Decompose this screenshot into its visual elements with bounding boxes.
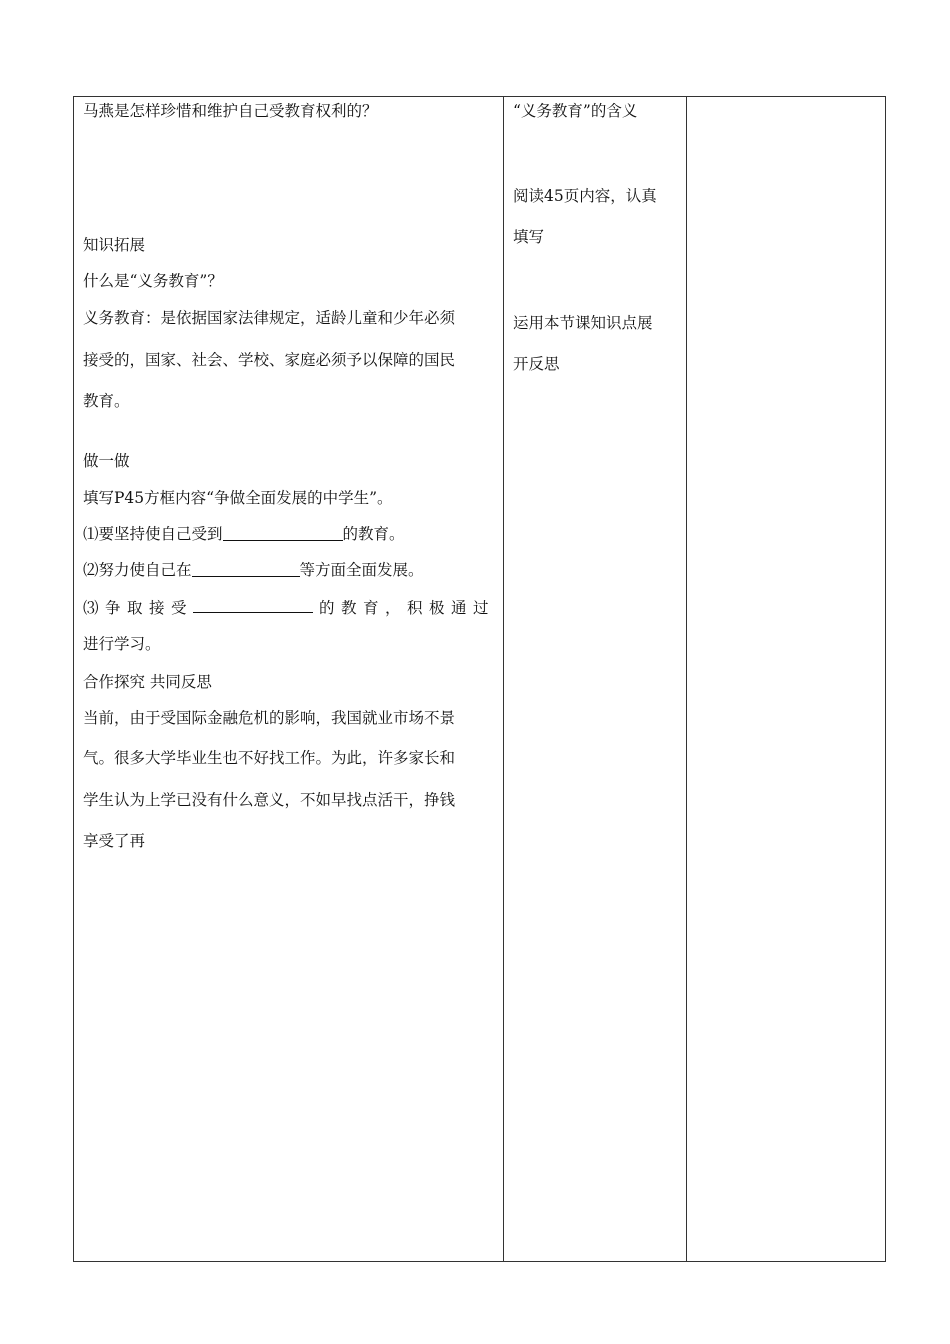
fill-item-3-after: 的教育，积极通过 [318,599,495,617]
fill-item-1 [83,524,495,544]
reflection-question: 马燕是怎样珍惜和维护自己受教育权利的？ [83,102,378,120]
fill-blank-3[interactable] [193,597,313,613]
cooperation-heading: 合作探究 共同反思 [83,673,212,691]
extension-heading: 知识拓展 [83,236,146,254]
activity-intro: 填写P45方框内容“争做全面发展的中学生”。 [83,489,393,507]
fill-item-3 [83,597,495,618]
case-line-3: 学生认为上学已没有什么意义，不如早找点活干，挣钱 [83,791,456,809]
fill-blank-2[interactable] [192,561,300,577]
fill-item-3-before: ⑶争取接受 [83,599,194,617]
extension-question: 什么是“义务教育”？ [83,272,223,290]
note-reflect-line-1: 运用本节课知识点展 [513,314,653,332]
case-line-4: 享受了再 [83,832,146,850]
activity-heading: 做一做 [83,452,130,470]
case-line-2: 气。很多大学毕业生也不好找工作。为此，许多家长和 [83,749,456,767]
fill-item-2-after: 等方面全面发展。 [299,561,424,579]
empty-column [686,97,885,1261]
fill-item-2-before: ⑵努力使自己在 [83,561,192,579]
note-reflect-line-2: 开反思 [513,355,560,373]
definition-text: 义务教育：是依据国家法律规定，适龄儿童和少年必须 [83,309,456,327]
lesson-table [73,96,886,1262]
fill-item-3-continuation: 进行学习。 [83,635,161,653]
fill-blank-1[interactable] [223,525,343,541]
definition-line-1 [83,308,495,328]
case-line-1: 当前，由于受国际金融危机的影响，我国就业市场不景 [83,709,456,727]
definition-line-2: 接受的，国家、社会、学校、家庭必须予以保障的国民 [83,351,456,369]
fill-item-2 [83,560,495,580]
note-reading-line-1: 阅读45页内容，认真 [513,187,657,205]
definition-line-3: 教育。 [83,392,130,410]
fill-item-1-after: 的教育。 [342,525,405,543]
note-meaning: “义务教育”的含义 [513,102,638,120]
note-reading-line-2: 填写 [513,228,545,246]
main-content-column [74,97,504,1261]
fill-item-1-before: ⑴要坚持使自己受到 [83,525,223,543]
guidance-note-column [503,97,687,1261]
